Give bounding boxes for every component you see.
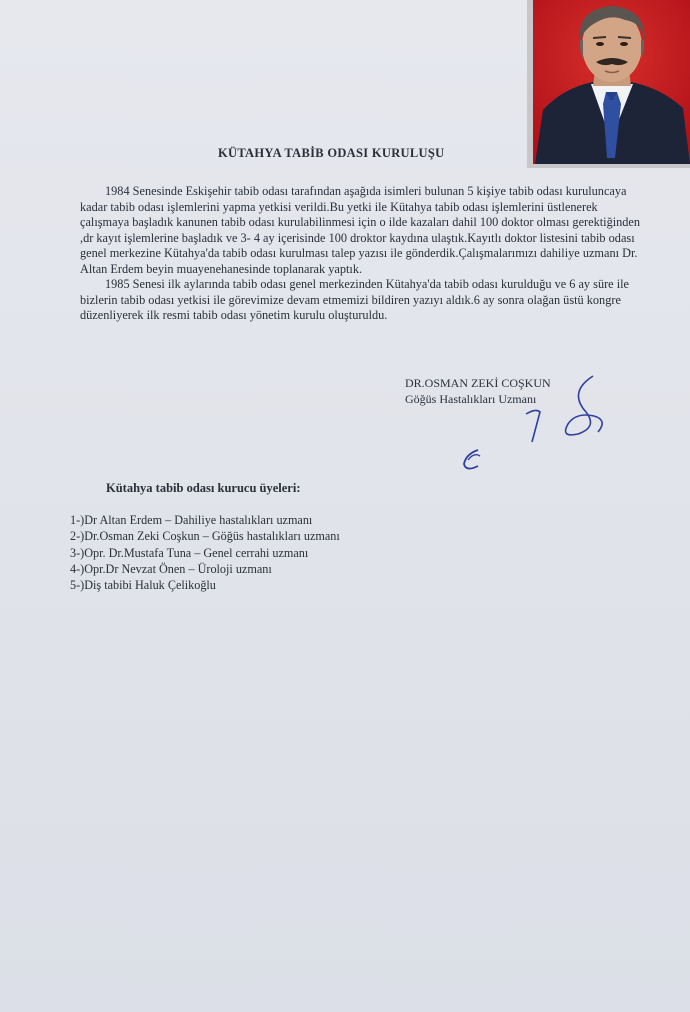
- document-title: KÜTAHYA TABİB ODASI KURULUŞU: [218, 146, 445, 160]
- founders-heading: Kütahya tabib odası kurucu üyeleri:: [106, 481, 301, 495]
- list-item: 2-)Dr.Osman Zeki Coşkun – Göğüs hastalıkları uzmanı: [70, 529, 340, 544]
- list-item: 3-)Opr. Dr.Mustafa Tuna – Genel cerrahi uzmanı: [70, 545, 309, 560]
- signatory-role: Göğüs Hastalıkları Uzmanı: [405, 392, 537, 406]
- list-item: 1-)Dr Altan Erdem – Dahiliye hastalıkları uzmanı: [70, 513, 313, 527]
- paragraph-2: 1985 Senesi ilk aylarında tabib odası genel merkezinden Kütahya'da tabib odası kurulduğu ve 6 ay süre ile bizlerin tabib odası yetkisi ile görevimize devam etmemizi bildiren yazıyı aldık.6 ay sonra olağan üstü kongre düzenliyerek ilk resmi tabib odası yönetim kurulu oluşturuldu.: [80, 277, 630, 322]
- document-body: [80, 184, 645, 324]
- portrait-photo-icon: [533, 0, 690, 164]
- paragraph-1: 1984 Senesinde Eskişehir tabib odası tarafından aşağıda isimleri bulunan 5 kişiye tabib odası kuruluncaya kadar tabib odası işlemlerini yapma yetkisi verildi.Bu yetki ile Kütahya tabib odası işlemlerini üstlenerek çalışmaya başladık kanunen tabib odası kurulabilinmesi için o ilde kazaları dahil 100 doktor olması gerektiğinden ,dr kayıt işlemlerine başladık ve 3- 4 ay içerisinde 100 droktor kaydına ulaştık.Kayıtlı doktor listesini tabib odası genel merkezine Kütahya'da tabib odası kurulması talep yazısı ile gönderdik.Çalışmalarımızı dahiliye uzmanı Dr. Altan Erdem beyin muayenehanesinde toplanarak yaptık.: [80, 184, 641, 276]
- list-item: 4-)Opr.Dr Nevzat Önen – Üroloji uzmanı: [70, 561, 272, 576]
- handwritten-signature-icon: [448, 372, 608, 482]
- list-item: 5-)Diş tabibi Haluk Çelikoğlu: [70, 578, 216, 593]
- signatory-name: DR.OSMAN ZEKİ COŞKUN: [405, 376, 551, 390]
- founders-list: [70, 512, 340, 593]
- portrait-photo: [527, 0, 690, 168]
